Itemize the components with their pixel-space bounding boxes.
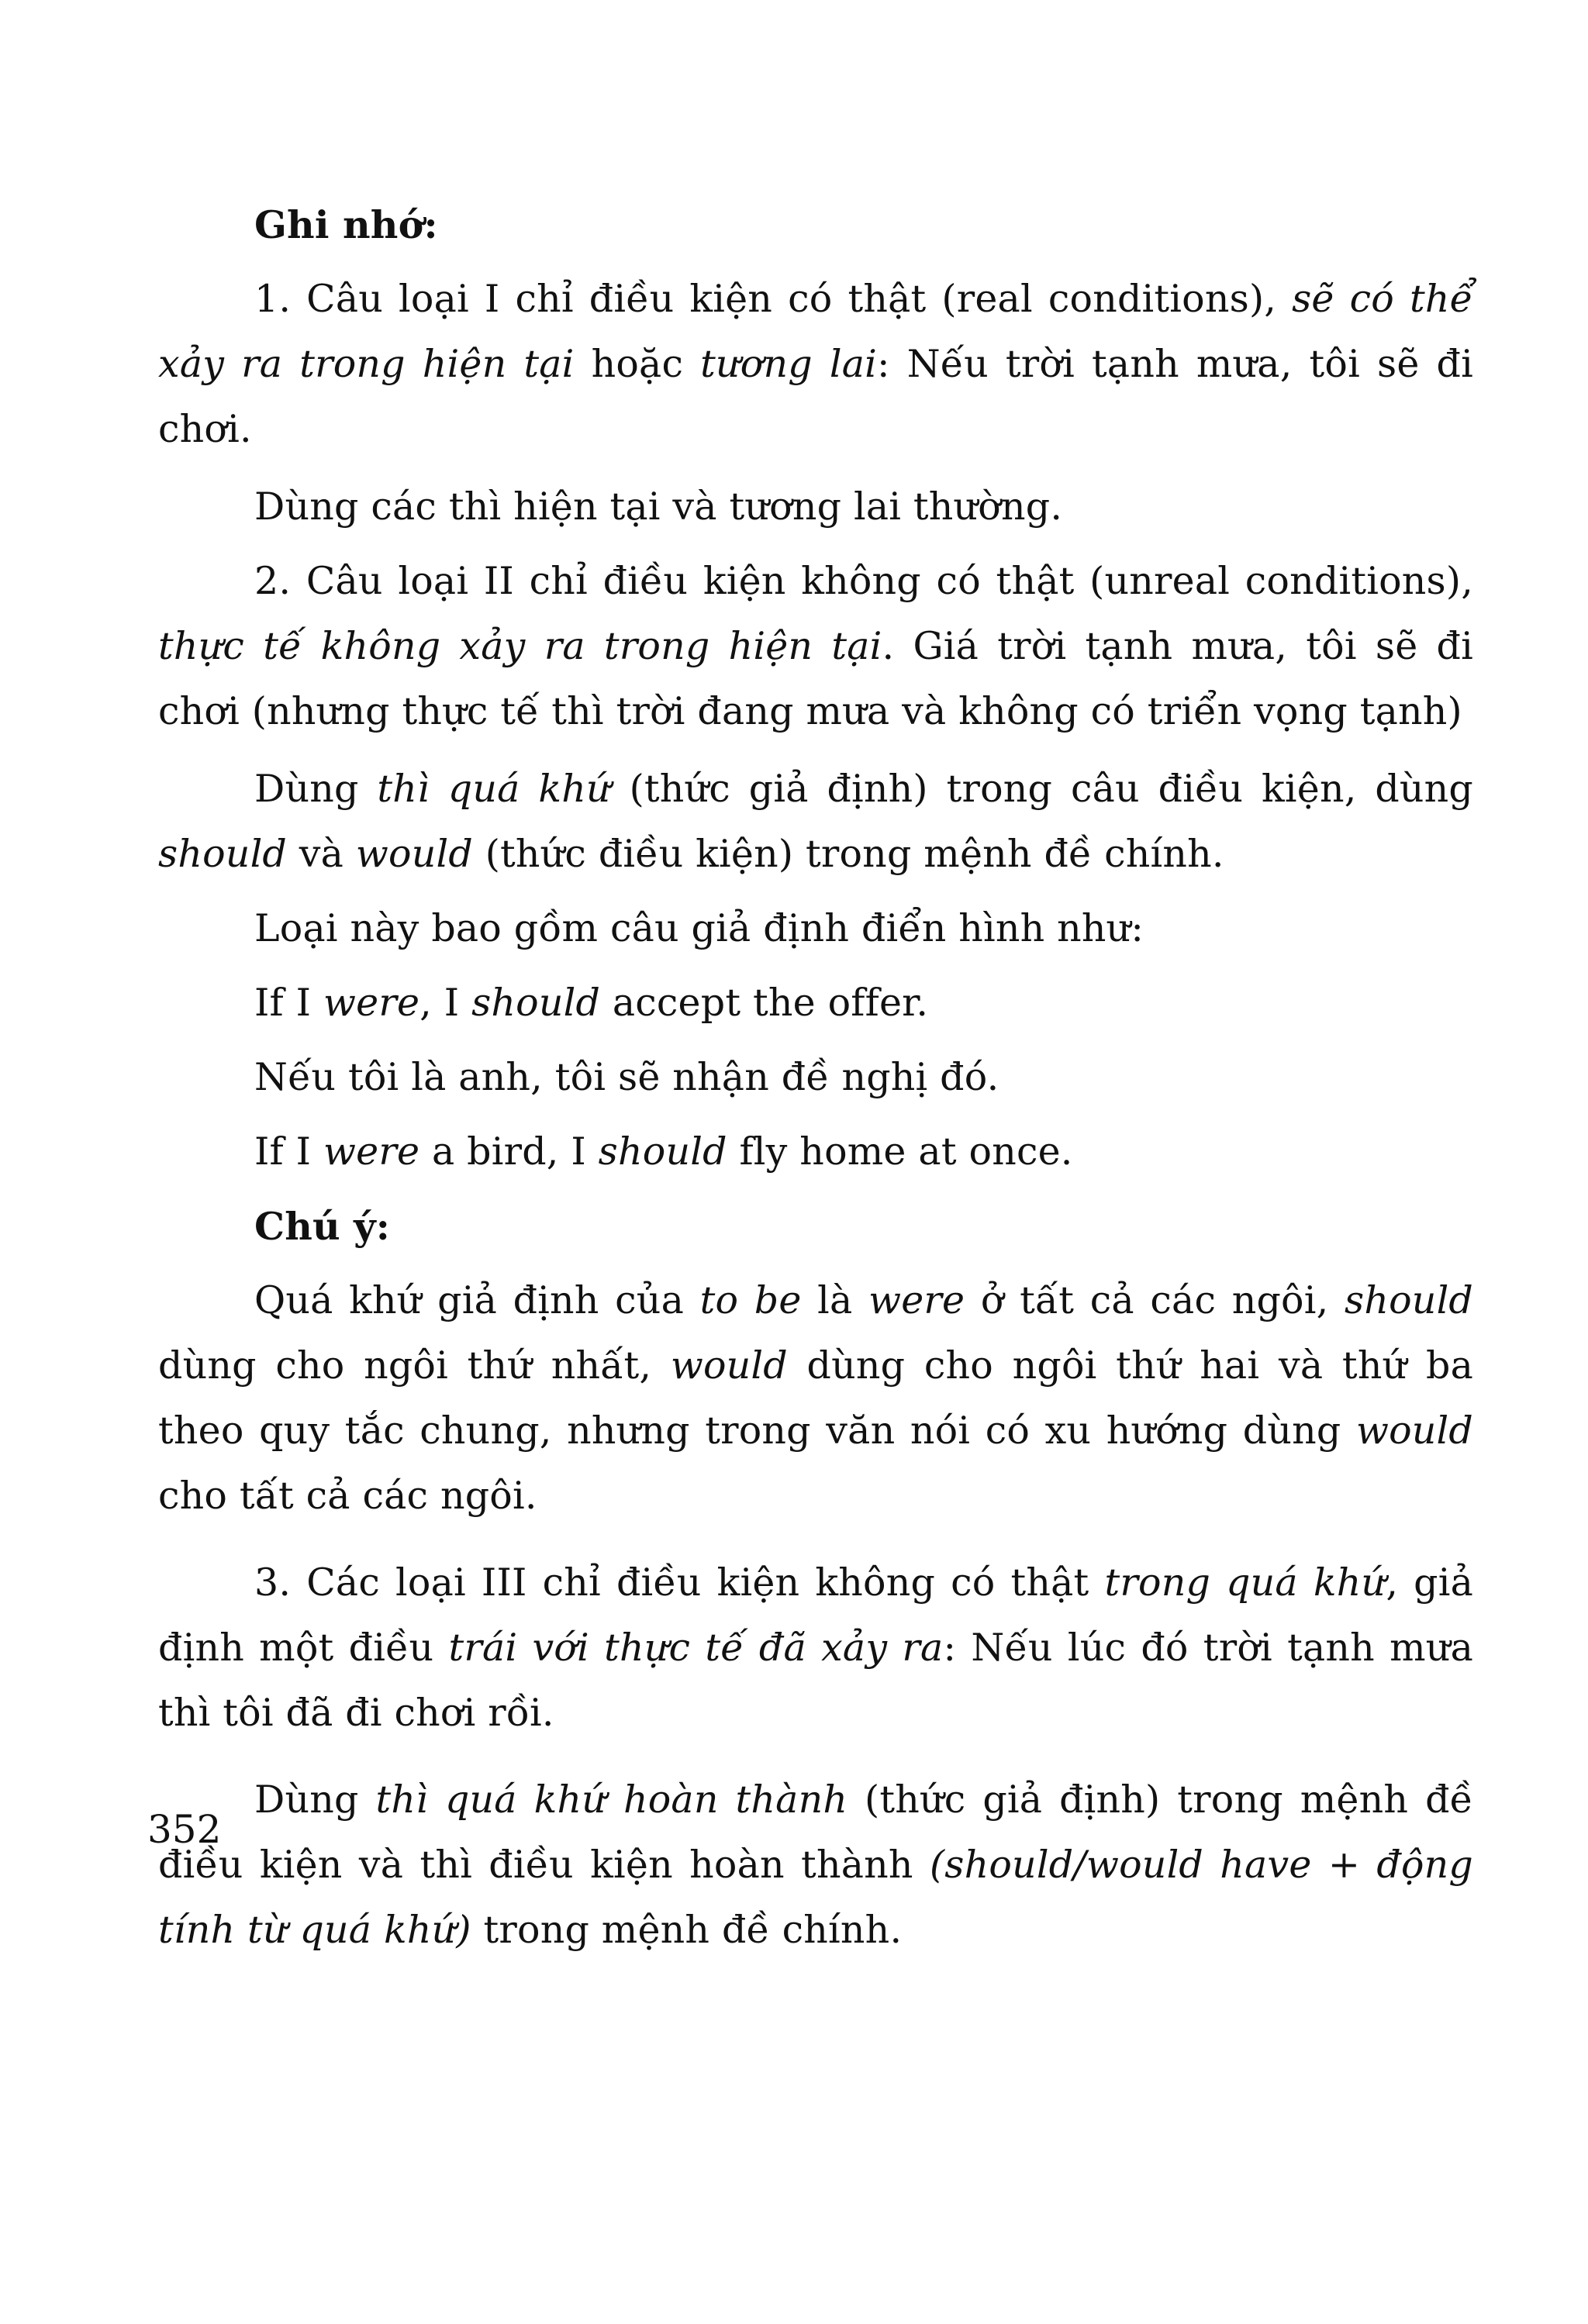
paragraph-type-2-tenses: [158, 757, 1473, 887]
italic-run: would: [355, 832, 473, 876]
italic-run: sẽ có thể xảy ra trong hiện tại: [158, 277, 1473, 386]
text-run: (thức giả định) trong câu điều kiện, dùng: [610, 767, 1473, 811]
italic-run: were: [868, 1278, 965, 1322]
italic-run: were: [323, 981, 420, 1025]
text-run: If I: [254, 1129, 323, 1174]
page-number: 352: [147, 1807, 222, 1852]
italic-run: should: [158, 832, 288, 876]
paragraph-type-2: [158, 549, 1473, 744]
italic-run: to be: [699, 1278, 802, 1322]
paragraph-type-1-tenses: Dùng các thì hiện tại và tương lai thường.: [254, 484, 1063, 529]
text-run: dùng cho ngôi thứ hai và thứ ba theo quy tắc chung, nhưng trong văn nói có xu hướng dùng: [158, 1343, 1473, 1453]
text-run: If I: [254, 981, 323, 1025]
example-sentence-2: [158, 1119, 1473, 1184]
text-run: cho tất cả các ngôi.: [158, 1474, 537, 1518]
italic-run: (should/would have + động tính từ quá khứ): [158, 1843, 1473, 1952]
text-run: fly home at once.: [727, 1129, 1073, 1174]
italic-run: should: [598, 1129, 727, 1174]
text-run: 2. Câu loại II chỉ điều kiện không có thật (unreal conditions),: [254, 559, 1473, 603]
text-run: , giả định một điều: [158, 1560, 1473, 1670]
italic-run: trái với thực tế đã xảy ra: [448, 1626, 944, 1670]
text-run: . Giá trời tạnh mưa, tôi sẽ đi chơi (nhưng thực tế thì trời đang mưa và không có triển vọng tạnh): [158, 624, 1473, 733]
example-sentence-1: [158, 971, 1473, 1036]
italic-run: tương lai: [700, 342, 877, 386]
text-run: 3. Các loại III chỉ điều kiện không có thật: [254, 1560, 1105, 1605]
text-run: , I: [419, 981, 472, 1025]
paragraph-type-3-tenses: [158, 1767, 1473, 1963]
text-run: : Nếu trời tạnh mưa, tôi sẽ đi chơi.: [158, 342, 1473, 451]
heading-note: Chú ý:: [254, 1204, 391, 1249]
text-run: hoặc: [574, 342, 701, 386]
italic-run: were: [323, 1129, 420, 1174]
text-run: Dùng: [254, 767, 378, 811]
paragraph-type-1: [158, 267, 1473, 462]
italic-run: thì quá khứ: [377, 767, 611, 811]
page-body: [158, 192, 1473, 1963]
text-run: accept the offer.: [600, 981, 929, 1025]
paragraph-typical-examples: Loại này bao gồm câu giả định điển hình như:: [254, 906, 1144, 950]
italic-run: would: [670, 1343, 788, 1388]
text-run: dùng cho ngôi thứ nhất,: [158, 1343, 671, 1388]
text-run: Quá khứ giả định của: [254, 1278, 700, 1322]
text-run: : Nếu lúc đó trời tạnh mưa thì tôi đã đi chơi rồi.: [158, 1626, 1474, 1735]
heading-remember: Ghi nhớ:: [254, 202, 438, 247]
text-run: trong mệnh đề chính.: [471, 1908, 903, 1952]
text-run: và: [287, 832, 356, 876]
paragraph-type-3: [158, 1550, 1473, 1746]
text-run: a bird, I: [419, 1129, 599, 1174]
italic-run: should: [1345, 1278, 1474, 1322]
italic-run: trong quá khứ: [1104, 1560, 1386, 1605]
paragraph-note: [158, 1268, 1473, 1529]
italic-run: thực tế không xảy ra trong hiện tại: [158, 624, 882, 668]
italic-run: should: [471, 981, 601, 1025]
italic-run: thì quá khứ hoàn thành: [375, 1777, 848, 1822]
italic-run: would: [1355, 1409, 1473, 1453]
text-run: Dùng: [254, 1777, 376, 1822]
text-run: 1. Câu loại I chỉ điều kiện có thật (real conditions),: [254, 277, 1293, 321]
text-run: (thức điều kiện) trong mệnh đề chính.: [472, 832, 1224, 876]
text-run: ở tất cả các ngôi,: [965, 1278, 1345, 1322]
text-run: (thức giả định) trong mệnh đề điều kiện và thì điều kiện hoàn thành: [158, 1777, 1473, 1887]
text-run: là: [801, 1278, 869, 1322]
example-translation-1: Nếu tôi là anh, tôi sẽ nhận đề nghị đó.: [254, 1055, 999, 1099]
